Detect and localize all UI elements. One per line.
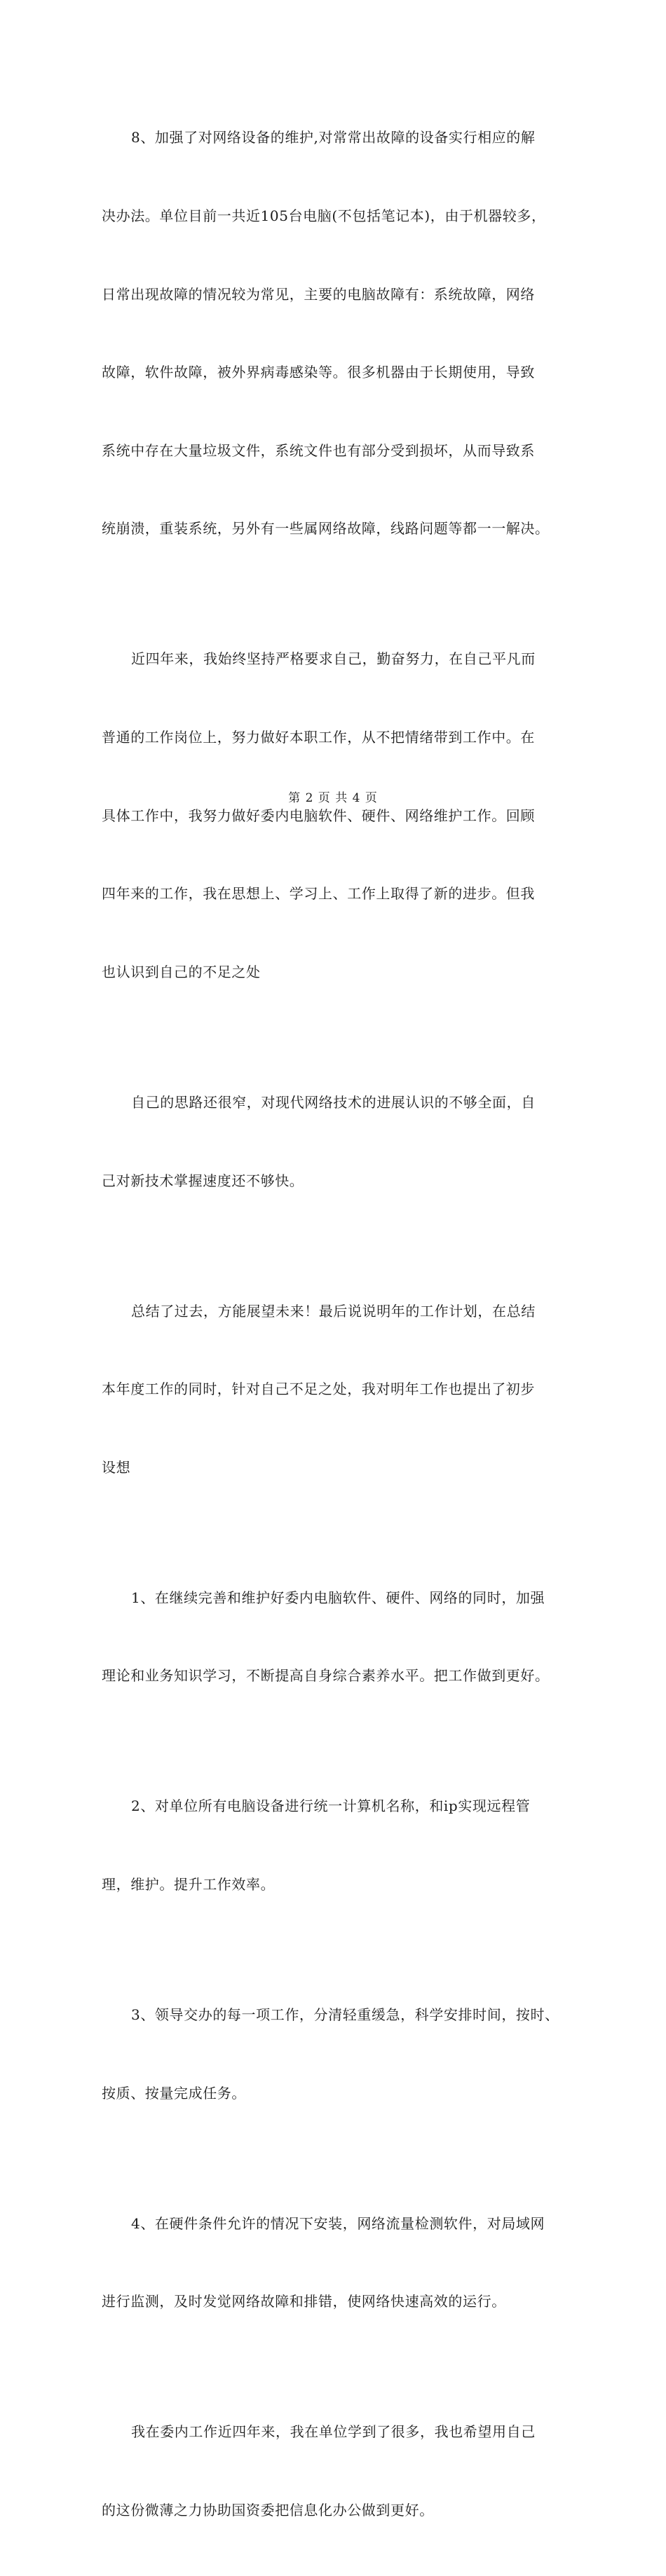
text-line: 理论和业务知识学习，不断提高自身综合素养水平。把工作做到更好。: [102, 1667, 550, 1685]
paragraph-plan-intro: [102, 1246, 585, 1533]
paragraph-closing: [102, 2367, 585, 2576]
text-line: 按质、按量完成任务。: [102, 2084, 246, 2102]
text-line: 四年来的工作，我在思想上、学习上、工作上取得了新的进步。但我: [102, 885, 535, 903]
plan-item-3: [102, 1950, 585, 2159]
text-line: 理，维护。提升工作效率。: [102, 1876, 276, 1893]
plan-item-2: [102, 1741, 585, 1950]
text-line: 自己的思路还很窄，对现代网络技术的进展认识的不够全面，自: [131, 1093, 536, 1111]
document-body: [102, 73, 585, 2576]
text-line: 故障，软件故障，被外界病毒感染等。很多机器由于长期使用，导致: [102, 364, 535, 381]
text-line: 总结了过去，方能展望未来！最后说说明年的工作计划，在总结: [131, 1302, 536, 1320]
paragraph-summary: [102, 594, 585, 1037]
text-line: 我在委内工作近四年来，我在单位学到了很多，我也希望用自己: [131, 2423, 536, 2441]
text-line: 系统中存在大量垃圾文件，系统文件也有部分受到损坏，从而导致系: [102, 441, 535, 459]
text-line: 3、领导交办的每一项工作，分清轻重缓急，科学安排时间，按时、: [131, 2006, 559, 2024]
text-line: 进行监测，及时发觉网络故障和排错，使网络快速高效的运行。: [102, 2293, 506, 2310]
text-line: 决办法。单位目前一共近105台电脑(不包括笔记本)，由于机器较多，: [102, 207, 546, 225]
text-line: 己对新技术掌握速度还不够快。: [102, 1172, 304, 1189]
text-line: 统崩溃，重装系统，另外有一些属网络故障，线路问题等都一一解决。: [102, 520, 550, 537]
text-line: 也认识到自己的不足之处: [102, 963, 261, 980]
text-line: 本年度工作的同时，针对自己不足之处，我对明年工作也提出了初步: [102, 1381, 535, 1398]
plan-item-4: [102, 2158, 585, 2367]
text-line: 的这份微薄之力协助国资委把信息化办公做到更好。: [102, 2501, 434, 2519]
text-line: 2、对单位所有电脑设备进行统一计算机名称，和ip实现远程管: [131, 1797, 531, 1815]
paragraph-shortcomings: [102, 1038, 585, 1247]
page-number-footer: 第 2 页 共 4 页: [288, 791, 378, 805]
text-line: 1、在继续完善和维护好委内电脑软件、硬件、网络的同时，加强: [131, 1589, 545, 1606]
paragraph-maintenance: [102, 73, 585, 594]
text-line: 设想: [102, 1458, 131, 1476]
text-line: 日常出现故障的情况较为常见，主要的电脑故障有：系统故障，网络: [102, 285, 535, 303]
plan-item-1: [102, 1533, 585, 1741]
text-line: 4、在硬件条件允许的情况下安装，网络流量检测软件，对局域网: [131, 2214, 545, 2232]
text-line: 近四年来，我始终坚持严格要求自己，勤奋努力，在自己平凡而: [131, 650, 536, 668]
text-line: 具体工作中，我努力做好委内电脑软件、硬件、网络维护工作。回顾: [102, 807, 535, 824]
text-line: 普通的工作岗位上，努力做好本职工作，从不把情绪带到工作中。在: [102, 729, 535, 746]
text-line: 8、加强了对网络设备的维护,对常常出故障的设备实行相应的解: [131, 129, 536, 146]
